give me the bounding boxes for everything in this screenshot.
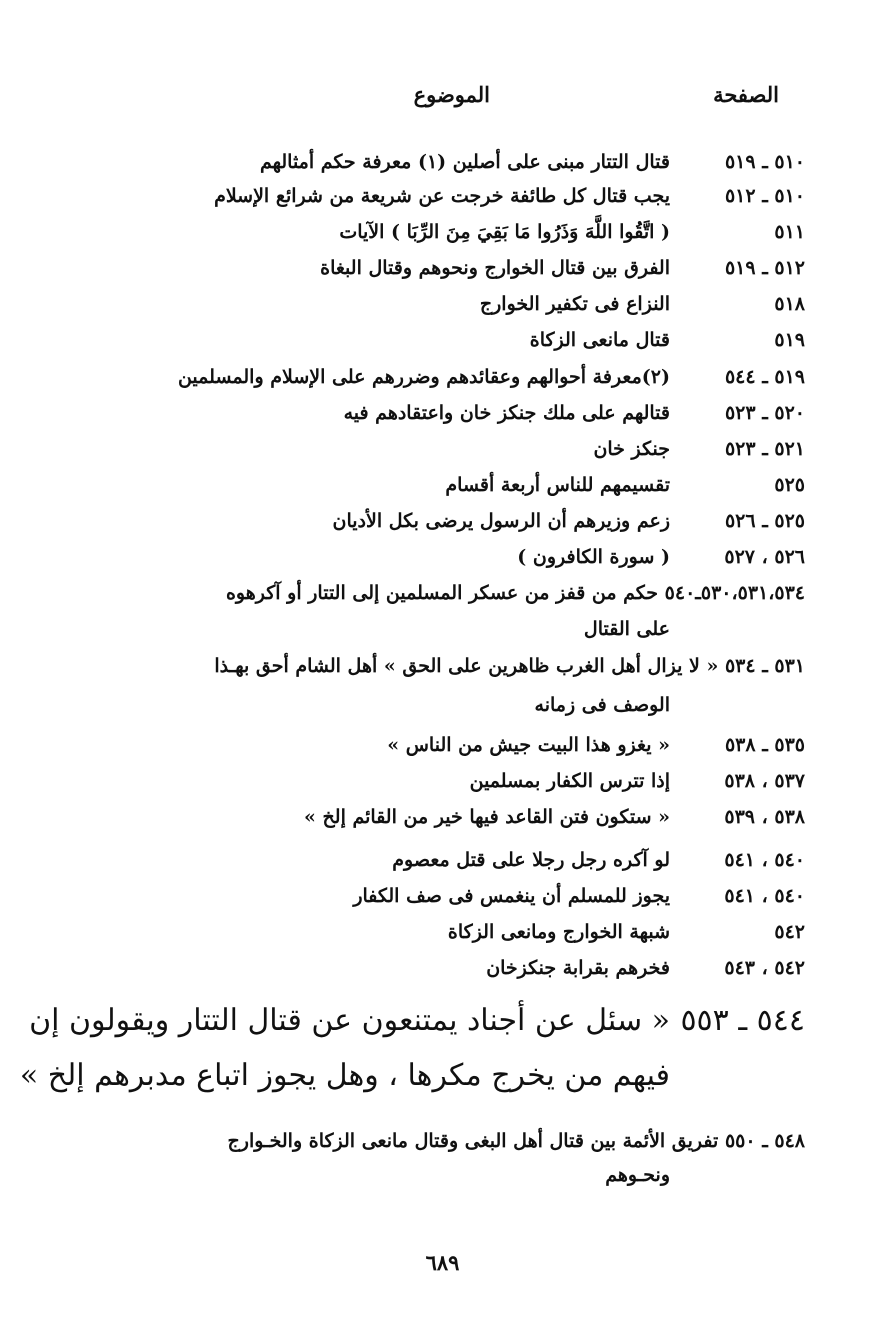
entry-pages: ٥٤٢ ، ٥٤٣ (724, 957, 805, 979)
entry-pages: ٥١٩ (774, 329, 805, 351)
entry-topic: ( سورة الكافرون ) (517, 546, 670, 568)
entry-topic: زعم وزيرهم أن الرسول يرضى بكل الأديان (332, 510, 670, 532)
index-entry (0, 362, 885, 398)
entry-topic: يجب قتال كل طائفة خرجت عن شريعة من شرائع الإسلام (214, 185, 670, 207)
entry-topic-continuation: على القتال (583, 618, 670, 640)
index-entry (0, 651, 885, 687)
entry-topic: « يغزو هذا البيت جيش من الناس » (387, 734, 670, 756)
entry-pages: ٥١٩ ـ ٥٤٤ (724, 366, 805, 388)
entry-topic: تفريق الأئمة بين قتال أهل البغى وقتال مانعى الزكاة والخـوارج (227, 1130, 719, 1152)
index-entry (0, 253, 885, 289)
index-entry (0, 325, 885, 361)
entry-topic: لو آكره رجل رجلا على قتل معصوم (392, 849, 670, 871)
entry-topic: يجوز للمسلم أن ينغمس فى صف الكفار (353, 885, 670, 907)
entry-topic: إذا تترس الكفار بمسلمين (469, 770, 670, 792)
entry-topic-continuation: الوصف فى زمانه (534, 694, 670, 716)
entry-pages: ٥٤٨ ـ ٥٥٠ (724, 1130, 805, 1152)
entry-topic: « لا يزال أهل الغرب ظاهرين على الحق » أهل الشام أحق بهـذا (214, 655, 719, 677)
index-entry (0, 730, 885, 766)
entry-pages: ٥٤٠ ، ٥٤١ (724, 885, 805, 907)
entry-pages: ٥١٠ ـ ٥١٢ (724, 185, 805, 207)
index-entry (0, 398, 885, 434)
entry-pages: ٥٢٠ ـ ٥٢٣ (724, 402, 805, 424)
entry-pages: ٥١٨ (774, 293, 805, 315)
entry-pages: ٥٣٨ ، ٥٣٩ (724, 806, 805, 828)
entry-pages: ٥٤٢ (774, 921, 805, 943)
entry-line (80, 655, 805, 677)
entry-pages: ٥٢٥ (774, 474, 805, 496)
entry-line (80, 1130, 805, 1152)
entry-topic: جنكز خان (593, 438, 670, 460)
entry-topic: تقسيمهم للناس أربعة أقسام (445, 474, 670, 496)
index-entry (0, 845, 885, 881)
entry-topic: شبهة الخوارج ومانعى الزكاة (447, 921, 670, 943)
index-entry (0, 542, 885, 578)
index-entry (0, 1126, 885, 1162)
entry-pages: ٥٣٠،٥٣١،٥٣٤ـ٥٤٠ (664, 582, 805, 604)
page-column-header: الصفحة (713, 82, 779, 107)
entry-pages: ٥٤٠ ، ٥٤١ (724, 849, 805, 871)
entry-pages: ٥٤٤ ـ ٥٥٣ (680, 1003, 805, 1038)
entry-pages: ٥٢١ ـ ٥٢٣ (724, 438, 805, 460)
index-entry (0, 506, 885, 542)
index-entry (0, 1003, 885, 1043)
index-entry (0, 434, 885, 470)
entry-line (80, 582, 805, 604)
entry-topic: النزاع فى تكفير الخوارج (479, 293, 670, 315)
entry-topic: حكم من قفز من عسكر المسلمين إلى التتار أو آكرهوه (225, 582, 659, 604)
entry-pages: ٥٣٥ ـ ٥٣٨ (724, 734, 805, 756)
entry-topic: قتال مانعى الزكاة (529, 329, 670, 351)
entry-pages: ٥٣١ ـ ٥٣٤ (724, 655, 805, 677)
index-entry (0, 217, 885, 253)
index-entry (0, 766, 885, 802)
index-entry (0, 289, 885, 325)
entry-pages: ٥١٢ ـ ٥١٩ (724, 257, 805, 279)
entry-pages: ٥١١ (774, 221, 805, 243)
entry-pages: ٥١٠ ـ ٥١٩ (724, 151, 805, 173)
entry-topic: قتال التتار مبنى على أصلين (١) معرفة حكم أمثالهم (259, 151, 670, 173)
entry-topic-continuation: فيهم من يخرج مكرها ، وهل يجوز اتباع مدبرهم إلخ » (19, 1058, 670, 1093)
entry-topic: الفرق بين قتال الخوارج ونحوهم وقتال البغاة (320, 257, 670, 279)
entry-pages: ٥٢٥ ـ ٥٢٦ (724, 510, 805, 532)
index-entry (0, 181, 885, 217)
entry-pages: ٥٣٧ ، ٥٣٨ (724, 770, 805, 792)
index-entry (0, 470, 885, 506)
entry-pages: ٥٢٦ ، ٥٢٧ (724, 546, 805, 568)
entry-topic-continuation: ونحـوهم (605, 1164, 670, 1186)
index-entry (0, 881, 885, 917)
entry-topic: (٢)معرفة أحوالهم وعقائدهم وضررهم على الإسلام والمسلمين (177, 366, 670, 388)
index-entry (0, 578, 885, 614)
entry-topic: فخرهم بقرابة جنكزخان (486, 957, 670, 979)
page-number: ٦٨٩ (425, 1250, 460, 1275)
entry-topic: قتالهم على ملك جنكز خان واعتقادهم فيه (343, 402, 670, 424)
index-entry (0, 802, 885, 838)
entry-topic: « سئل عن أجناد يمتنعون عن قتال التتار ويقولون إن (29, 1003, 670, 1038)
index-entry (0, 147, 885, 183)
entry-topic: « ستكون فتن القاعد فيها خير من القائم إلخ » (304, 806, 670, 828)
entry-topic: ( اتَّقُوا اللَّهَ وَذَرُوا مَا بَقِيَ مِنَ الرِّبَا ) الآيات (339, 221, 670, 243)
topic-column-header: الموضوع (413, 82, 490, 107)
index-entry (0, 953, 885, 989)
index-entry (0, 917, 885, 953)
